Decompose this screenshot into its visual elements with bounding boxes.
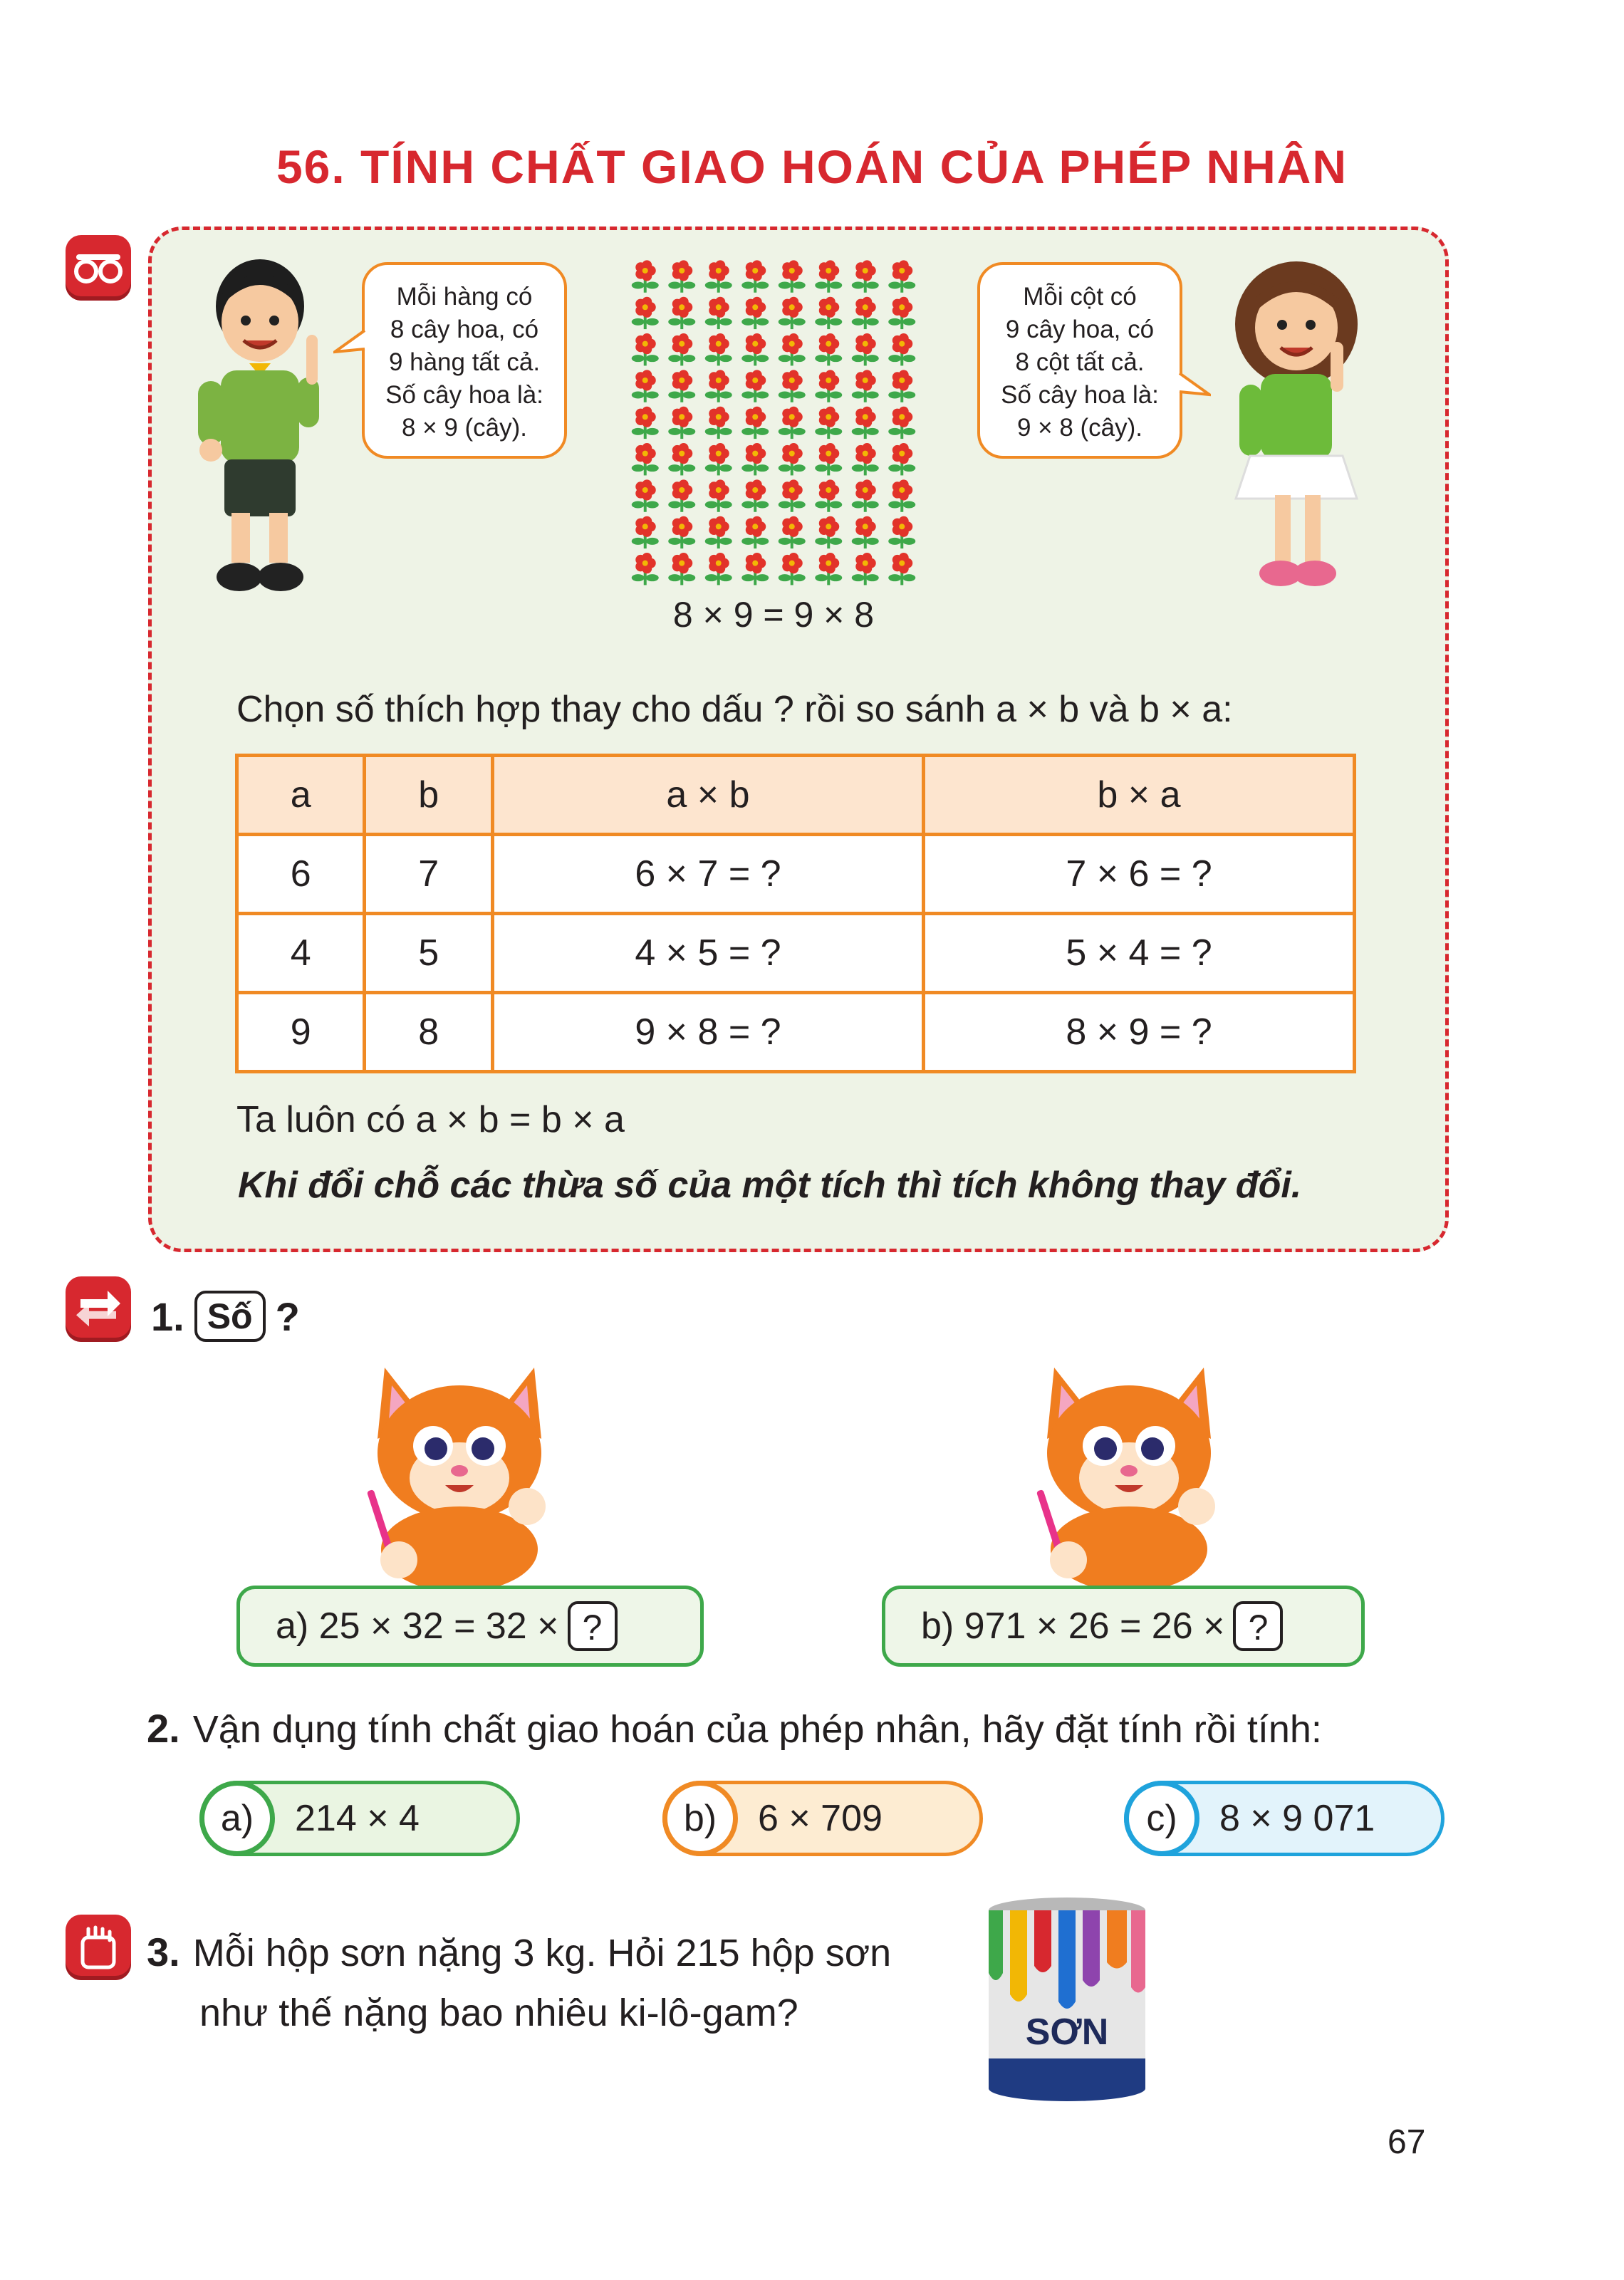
cat-illustration <box>356 1353 563 1588</box>
flower-icon <box>852 297 879 329</box>
flower-icon <box>741 260 769 292</box>
flower-icon <box>741 516 769 548</box>
hand-icon <box>66 1915 131 1980</box>
flower-icon <box>779 370 806 402</box>
table-row <box>237 914 1355 993</box>
flower-icon <box>815 333 842 365</box>
boy-bubble-line: Số cây hoa là: <box>385 381 543 409</box>
flower-icon <box>888 260 915 292</box>
table-row <box>237 993 1355 1072</box>
flower-icon <box>632 370 659 402</box>
flower-icon <box>779 479 806 511</box>
flower-icon <box>815 407 842 439</box>
flower-icon <box>668 479 695 511</box>
table-cell: 5 <box>365 914 492 993</box>
bubble-tail <box>1178 370 1211 399</box>
flower-icon <box>705 553 732 585</box>
exercise-1-heading <box>151 1291 300 1342</box>
boy-speech-bubble <box>362 262 567 459</box>
exercise-2b-pill <box>662 1781 983 1856</box>
flower-icon <box>668 553 695 585</box>
flower-icon <box>705 370 732 402</box>
girl-speech-bubble <box>977 262 1182 459</box>
flower-icon <box>815 297 842 329</box>
table-cell: 7 <box>365 835 492 914</box>
flower-icon <box>779 443 806 475</box>
practice-arrows-icon <box>66 1276 131 1342</box>
exercise-3-line-2: như thế nặng bao nhiêu ki-lô-gam? <box>199 1992 798 2034</box>
table-header-row <box>237 756 1355 835</box>
flower-icon <box>815 553 842 585</box>
flower-icon <box>852 370 879 402</box>
flower-icon <box>852 479 879 511</box>
table-header-cell: a <box>237 756 365 835</box>
exercise-2b-expression: 6 × 709 <box>758 1798 883 1839</box>
flower-grid <box>627 258 920 587</box>
page-number: 67 <box>1388 2123 1426 2161</box>
flower-icon <box>632 443 659 475</box>
flower-icon <box>705 260 732 292</box>
paint-can-illustration <box>982 1895 1152 2108</box>
exercise-1b-answer-box[interactable]: ? <box>1233 1601 1283 1651</box>
table-header-cell: b × a <box>923 756 1354 835</box>
boy-bubble-line: Mỗi hàng có <box>396 283 533 311</box>
table-cell: 7 × 6 = ? <box>923 835 1354 914</box>
exercise-1a-box <box>236 1586 704 1667</box>
exercise-3-line-1: Mỗi hộp sơn nặng 3 kg. Hỏi 215 hộp sơn <box>192 1932 892 1974</box>
flower-icon <box>852 516 879 548</box>
flower-icon <box>632 333 659 365</box>
table-cell: 9 × 8 = ? <box>492 993 923 1072</box>
flower-icon <box>741 479 769 511</box>
exercise-2c-expression: 8 × 9 071 <box>1219 1798 1375 1839</box>
table-header-cell: b <box>365 756 492 835</box>
flower-icon <box>779 333 806 365</box>
flower-icon <box>705 479 732 511</box>
flower-icon <box>632 479 659 511</box>
flower-icon <box>705 516 732 548</box>
table-cell: 5 × 4 = ? <box>923 914 1354 993</box>
table-cell: 4 × 5 = ? <box>492 914 923 993</box>
exercise-1-number: 1. <box>151 1293 184 1339</box>
girl-bubble-line: 8 cột tất cả. <box>1015 348 1145 376</box>
flower-icon <box>888 443 915 475</box>
flower-icon <box>779 516 806 548</box>
exercise-3-number: 3. <box>147 1930 180 1974</box>
exercise-2a-expression: 214 × 4 <box>295 1798 420 1839</box>
commutative-equation: 8 × 9 = 9 × 8 <box>672 595 875 635</box>
flower-icon <box>668 370 695 402</box>
flower-icon <box>668 407 695 439</box>
boy-bubble-line: 8 cây hoa, có <box>390 316 539 343</box>
flower-icon <box>668 260 695 292</box>
exercise-2-text: Vận dụng tính chất giao hoán của phép nhân, hãy đặt tính rồi tính: <box>192 1708 1322 1751</box>
exercise-1a-text: a) 25 × 32 = 32 × <box>276 1605 559 1647</box>
table-header-cell: a × b <box>492 756 923 835</box>
flower-icon <box>741 443 769 475</box>
exercise-3-block <box>147 1923 891 2043</box>
flower-icon <box>888 370 915 402</box>
flower-icon <box>632 297 659 329</box>
girl-bubble-line: 9 × 8 (cây). <box>1016 414 1143 442</box>
boy-bubble-line: 8 × 9 (cây). <box>401 414 528 442</box>
flower-icon <box>815 479 842 511</box>
commutative-table <box>235 754 1356 1073</box>
exercise-1b-box <box>882 1586 1365 1667</box>
flower-icon <box>632 260 659 292</box>
commutative-rule: Khi đổi chỗ các thừa số của một tích thì tích không thay đổi. <box>238 1165 1302 1206</box>
flower-icon <box>705 297 732 329</box>
flower-icon <box>852 260 879 292</box>
exercise-1b-text: b) 971 × 26 = 26 × <box>921 1605 1225 1647</box>
flower-icon <box>741 333 769 365</box>
conclusion-text: Ta luôn có a × b = b × a <box>236 1099 625 1140</box>
table-cell: 8 × 9 = ? <box>923 993 1354 1072</box>
flower-icon <box>888 297 915 329</box>
flower-grid-svg <box>627 258 920 587</box>
flower-icon <box>632 553 659 585</box>
paint-can-label: SƠN <box>1025 2011 1109 2053</box>
boy-bubble-line: 9 hàng tất cả. <box>388 348 541 376</box>
table-cell: 6 <box>237 835 365 914</box>
lesson-title: 56. TÍNH CHẤT GIAO HOÁN CỦA PHÉP NHÂN <box>276 140 1348 193</box>
exercise-2a-pill <box>199 1781 520 1856</box>
flower-icon <box>779 297 806 329</box>
flower-icon <box>741 553 769 585</box>
exercise-1-question-mark: ? <box>275 1293 300 1339</box>
table-cell: 8 <box>365 993 492 1072</box>
flower-icon <box>888 553 915 585</box>
binoculars-icon <box>66 235 131 301</box>
flower-icon <box>888 333 915 365</box>
table-instruction: Chọn số thích hợp thay cho dấu ? rồi so sánh a × b và b × a: <box>236 689 1233 730</box>
flower-icon <box>632 516 659 548</box>
flower-icon <box>815 516 842 548</box>
exercise-2a-label: a) <box>199 1781 275 1856</box>
table-row <box>237 835 1355 914</box>
so-label-box: Số <box>194 1291 266 1342</box>
flower-icon <box>815 370 842 402</box>
flower-icon <box>888 479 915 511</box>
flower-icon <box>668 516 695 548</box>
flower-icon <box>815 260 842 292</box>
bubble-tail <box>333 328 366 356</box>
table-cell: 6 × 7 = ? <box>492 835 923 914</box>
boy-illustration <box>192 256 335 598</box>
flower-icon <box>668 443 695 475</box>
girl-bubble-line: Số cây hoa là: <box>1001 381 1159 409</box>
flower-icon <box>888 516 915 548</box>
girl-bubble-line: 9 cây hoa, có <box>1005 316 1155 343</box>
flower-icon <box>741 370 769 402</box>
exercise-2b-label: b) <box>662 1781 738 1856</box>
exercise-2c-pill <box>1124 1781 1445 1856</box>
flower-icon <box>888 407 915 439</box>
exercise-2c-label: c) <box>1124 1781 1199 1856</box>
flower-icon <box>668 333 695 365</box>
flower-icon <box>815 443 842 475</box>
cat-illustration <box>1026 1353 1232 1588</box>
flower-icon <box>668 297 695 329</box>
table-cell: 9 <box>237 993 365 1072</box>
exercise-1a-answer-box[interactable]: ? <box>568 1601 618 1651</box>
flower-icon <box>705 443 732 475</box>
flower-icon <box>741 297 769 329</box>
flower-icon <box>705 333 732 365</box>
exercise-2-heading <box>147 1705 1322 1751</box>
flower-icon <box>741 407 769 439</box>
flower-icon <box>779 553 806 585</box>
exercise-2-number: 2. <box>147 1706 180 1751</box>
flower-icon <box>632 407 659 439</box>
flower-icon <box>705 407 732 439</box>
flower-icon <box>852 407 879 439</box>
girl-illustration <box>1211 256 1403 598</box>
flower-icon <box>852 333 879 365</box>
girl-bubble-line: Mỗi cột có <box>1023 283 1137 311</box>
table-cell: 4 <box>237 914 365 993</box>
flower-icon <box>779 260 806 292</box>
flower-icon <box>779 407 806 439</box>
flower-icon <box>852 553 879 585</box>
flower-icon <box>852 443 879 475</box>
